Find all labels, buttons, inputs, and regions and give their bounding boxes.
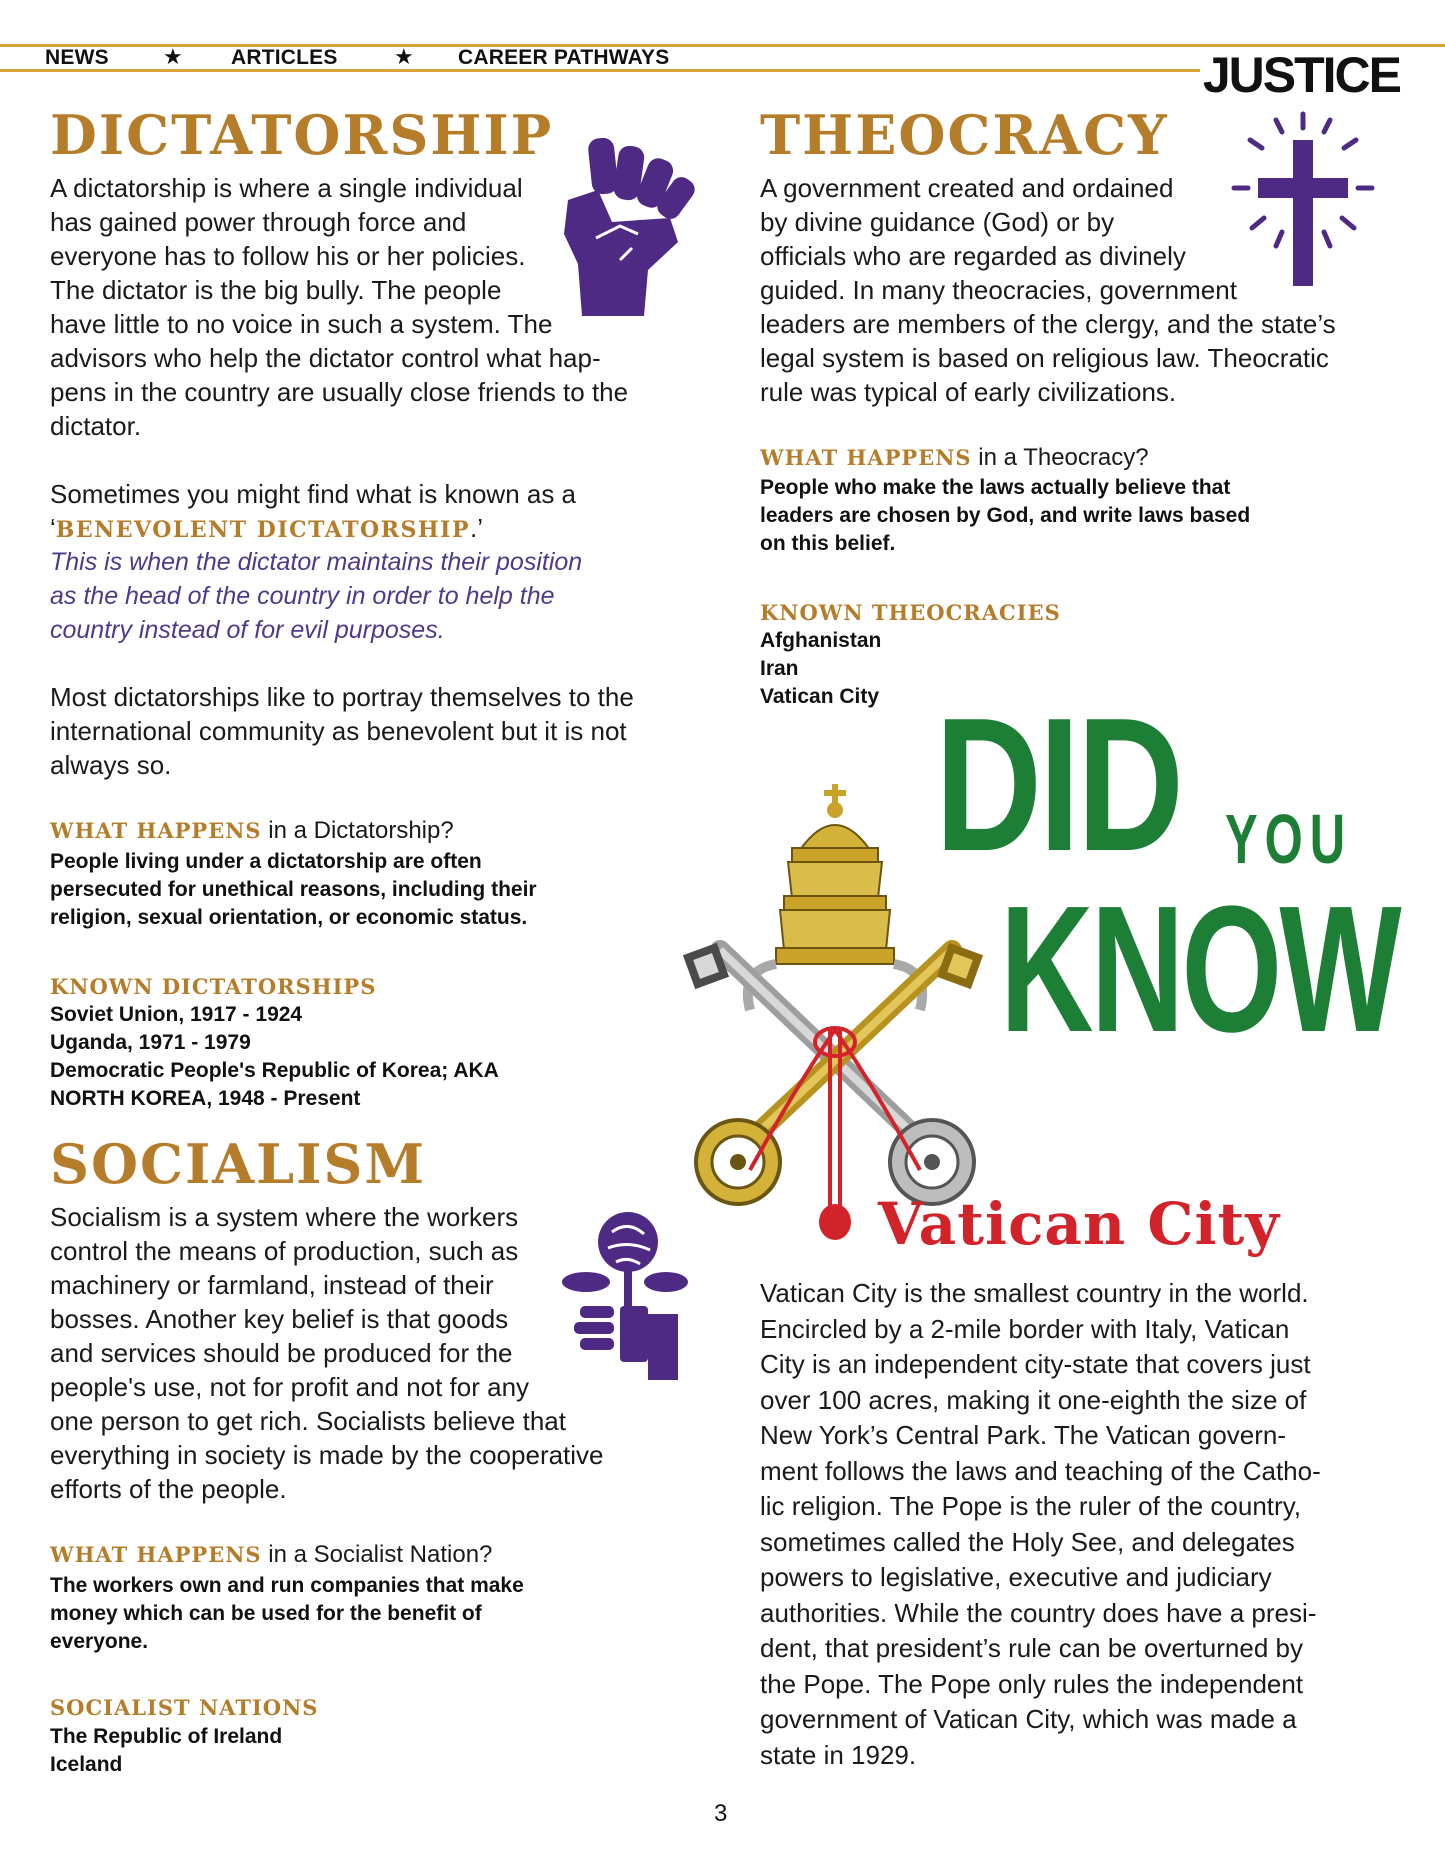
benevolent-definition: This is when the dictator maintains their position as the head of the country in order to help the country instead of for evil purposes.	[50, 548, 583, 644]
dictatorship-what-happens-heading: WHAT HAPPENS in a Dictatorship?	[50, 817, 454, 844]
socialism-what-happens-heading: WHAT HAPPENS in a Socialist Nation?	[50, 1541, 493, 1568]
benevolent-label-line: ‘BENEVOLENT DICTATORSHIP.’	[50, 513, 483, 543]
nav-news[interactable]: NEWS	[45, 46, 109, 69]
star-icon: ★	[394, 44, 414, 69]
dictatorship-what-happens-text: People living under a dictatorship are often persecuted for unethical reasons, including their religion, sexual orientation, or economic status.	[50, 850, 537, 929]
list-item: Afghanistan	[760, 629, 882, 652]
dictatorship-paragraph: A dictatorship is where a single individual has gained power through force and everyone has to follow his or her policies. The dictator is the big bully. The people have little to no voice in such a system. The advisors who help the dictator control what hap- pens in the country are usually close friends to the dictator.	[50, 173, 629, 441]
list-item: Uganda, 1971 - 1979	[50, 1031, 251, 1054]
did-heading: DID	[935, 679, 1181, 891]
theocracy-paragraph: A government created and ordained by divine guidance (God) or by officials who are regarded as divinely guided. In many theocracies, government leaders are members of the clergy, and the state’s legal system is based on religious law. Theocratic rule was typical of early civilizations.	[760, 173, 1336, 407]
socialist-nations-heading: SOCIALIST NATIONS	[50, 1695, 319, 1720]
known-dictatorships-list	[50, 1001, 700, 1113]
list-item: The Republic of Ireland	[50, 1725, 283, 1748]
socialist-nations-list	[50, 1723, 700, 1779]
know-heading: KNOW	[1000, 869, 1399, 1070]
socialism-title: SOCIALISM	[50, 1132, 427, 1196]
list-item: NORTH KOREA, 1948 - Present	[50, 1087, 361, 1110]
theocracy-what-happens-heading: WHAT HAPPENS in a Theocracy?	[760, 444, 1149, 471]
papal-keys-emblem	[680, 780, 990, 1240]
list-item: Democratic People's Republic of Korea; AKA	[50, 1059, 499, 1082]
list-item: Iran	[760, 657, 799, 680]
socialism-paragraph: Socialism is a system where the workers control the means of production, such as machinery or farmland, instead of their bosses. Another key belief is that goods and services should be produced for the people's use, not for profit and not for any one person to get rich. Socialists believe that everything in society is made by the cooperative efforts of the people.	[50, 1202, 604, 1504]
you-heading: YOU	[1225, 800, 1353, 878]
dictatorship-paragraph-3: Most dictatorships like to portray themselves to the international community as benevolent but it is not always so.	[50, 682, 634, 780]
dictatorship-title: DICTATORSHIP	[50, 103, 554, 167]
star-icon: ★	[163, 44, 183, 69]
list-item: Iceland	[50, 1753, 123, 1776]
page-number: 3	[714, 1800, 728, 1827]
known-theocracies-heading: KNOWN THEOCRACIES	[760, 600, 1061, 625]
known-dictatorships-heading: KNOWN DICTATORSHIPS	[50, 974, 377, 999]
list-item: Soviet Union, 1917 - 1924	[50, 1003, 303, 1026]
socialism-what-happens-text: The workers own and run companies that make money which can be used for the benefit of everyone.	[50, 1574, 524, 1653]
theocracy-what-happens-text: People who make the laws actually believe that leaders are chosen by God, and write laws based on this belief.	[760, 476, 1251, 555]
list-item: Vatican City	[760, 685, 880, 708]
nav-career-pathways[interactable]: CAREER PATHWAYS	[458, 46, 670, 69]
theocracy-title: THEOCRACY	[760, 103, 1169, 167]
benevolent-intro: Sometimes you might find what is known as a	[50, 479, 577, 509]
vatican-city-title: Vatican City	[878, 1190, 1281, 1258]
publication-brand: JUSTICE	[1202, 47, 1400, 103]
benevolent-label: BENEVOLENT DICTATORSHIP	[55, 517, 470, 543]
nav-articles[interactable]: ARTICLES	[231, 46, 338, 69]
vatican-city-paragraph: Vatican City is the smallest country in the world. Encircled by a 2-mile border with Italy, Vatican City is an independent city-state that covers just over 100 acres, making it one-eighth the size of New York’s Central Park. The Vatican govern- ment follows the laws and teaching of the Catho- lic religion. The Pope is the ruler of the country, sometimes called the Holy See, and delegates powers to legislative, executive and judiciary authorities. While the country does have a presi- dent, that president’s rule can be overturned by the Pope. The Pope only rules the independent government of Vatican City, which was made a state in 1929.	[760, 1278, 1321, 1770]
